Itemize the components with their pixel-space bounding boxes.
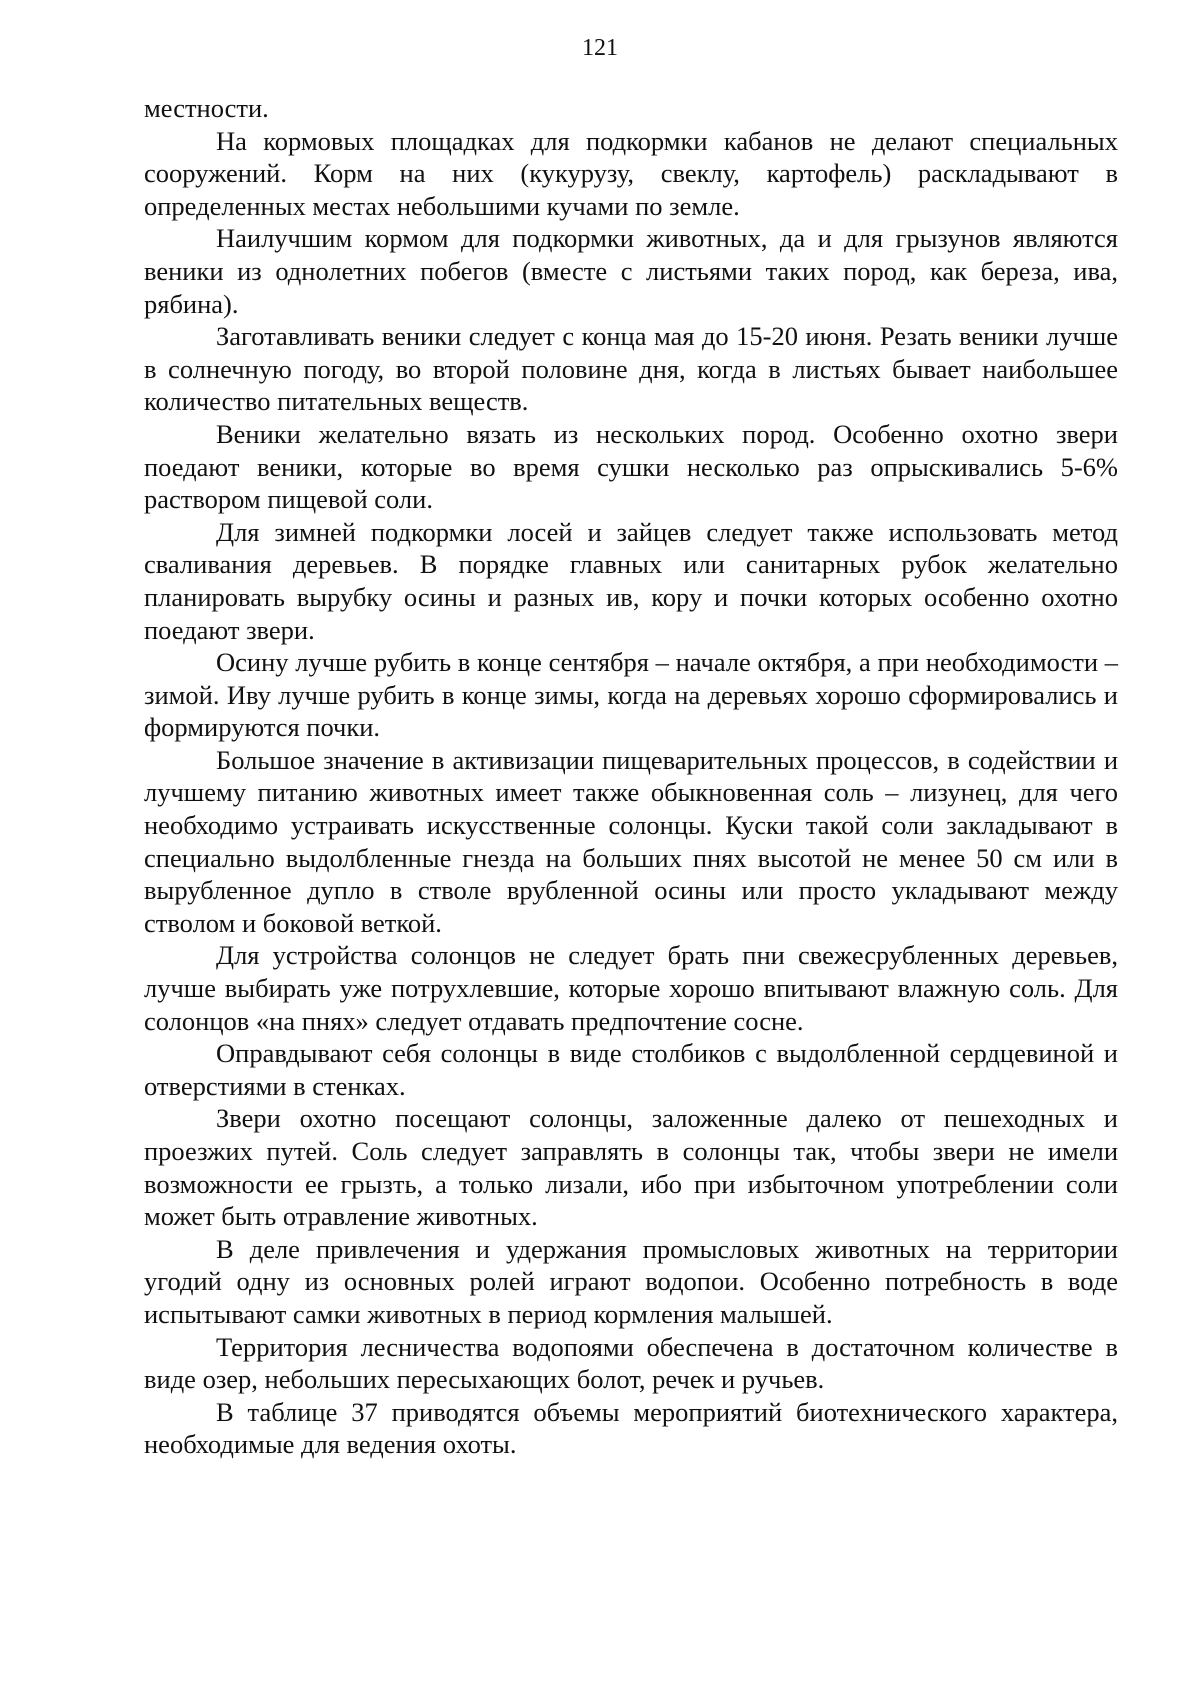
paragraph: Осину лучше рубить в конце сентября – начале октября, а при необходимости – зимой. Иву лучше рубить в конце зимы, когда на деревьях хорошо сформировались и формируются почки. bbox=[144, 647, 1118, 743]
paragraph: Веники желательно вязать из нескольких пород. Особенно охотно звери поедают веники, которые во время сушки несколько раз опрыскивались 5-6% раствором пищевой соли. bbox=[144, 418, 1118, 515]
paragraph: Звери охотно посещают солонцы, заложенные далеко от пешеходных и проезжих путей. Соль следует заправлять в солонцы так, чтобы звери не имели возможности ее грызть, а только лизали, ибо при избыточном употреблении соли может быть отравление животных. bbox=[144, 1103, 1118, 1232]
page-number: 121 bbox=[582, 35, 618, 61]
paragraph: Заготавливать веники следует с конца мая до 15-20 июня. Резать веники лучше в солнечную погоду, во второй половине дня, когда в листьях бывает наибольшее количество питательных веществ. bbox=[144, 321, 1118, 417]
paragraph: Наилучшим кормом для подкормки животных, да и для грызунов являются веники из однолетних побегов (вместе с листьями таких пород, как береза, ива, рябина). bbox=[144, 223, 1118, 319]
paragraph: Для устройства солонцов не следует брать пни свежесрубленных деревьев, лучше выбирать уже потрухлевшие, которые хорошо впитывают влажную соль. Для солонцов «на пнях» следует отдавать предпочтение сосне. bbox=[144, 940, 1118, 1036]
paragraph: В таблице 37 приводятся объемы мероприятий биотехнического характера, необходимые для ведения охоты. bbox=[144, 1396, 1118, 1460]
paragraph: На кормовых площадках для подкормки кабанов не делают специальных сооружений. Корм на них (кукурузу, свеклу, картофель) раскладывают в определенных местах небольшими кучами по земле. bbox=[144, 125, 1118, 221]
paragraph: местности. bbox=[144, 93, 269, 123]
paragraph: Для зимней подкормки лосей и зайцев следует также использовать метод сваливания деревьев. В порядке главных или санитарных рубок желательно планировать вырубку осины и разных ив, кору и почки которых особенно охотно поедают звери. bbox=[144, 516, 1118, 645]
body-text bbox=[144, 92, 1118, 1461]
paragraph: Территория лесничества водопоями обеспечена в достаточном количестве в виде озер, небольших пересыхающих болот, речек и ручьев. bbox=[144, 1331, 1118, 1395]
paragraph: Оправдывают себя солонцы в виде столбиков с выдолбленной сердцевиной и отверстиями в стенках. bbox=[144, 1038, 1118, 1101]
paragraph: Большое значение в активизации пищеварительных процессов, в содействии и лучшему питанию животных имеет также обыкновенная соль – лизунец, для чего необходимо устраивать искусственные солонцы. Куски такой соли закладывают в специально выдолбленные гнезда на больших пнях высотой не менее 50 см или в вырубленное дупло в стволе врубленной осины или просто укладывают между стволом и боковой веткой. bbox=[144, 744, 1118, 938]
paragraph: В деле привлечения и удержания промысловых животных на территории угодий одну из основных ролей играют водопои. Особенно потребность в воде испытывают самки животных в период кормления малышей. bbox=[144, 1233, 1118, 1329]
